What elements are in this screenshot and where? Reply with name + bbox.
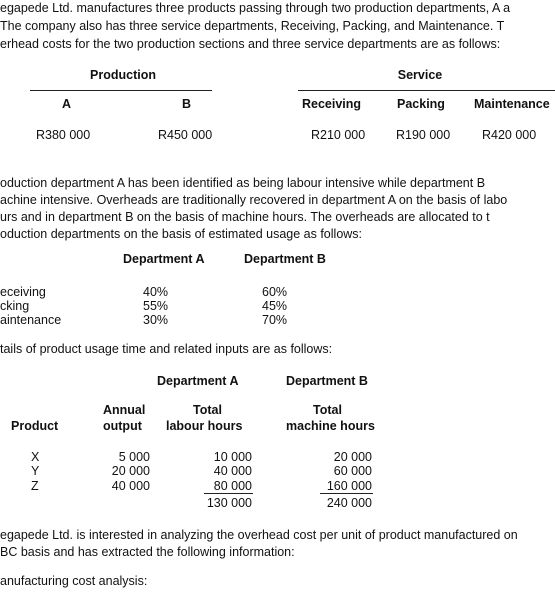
alloc-row-b: 70%: [262, 313, 288, 327]
cost-value-packing: R190 000: [396, 128, 451, 142]
usage-header-total-machine: Total: [313, 403, 342, 417]
usage-header-annual: Annual: [103, 403, 146, 417]
para5: anufacturing cost analysis:: [0, 574, 148, 588]
usage-header-product: Product: [11, 419, 59, 433]
alloc-row-a: 55%: [143, 299, 169, 313]
production-header: Production: [90, 68, 156, 82]
para4-line-2: BC basis and has extracted the following information:: [0, 545, 295, 559]
cost-col-receiving: Receiving: [302, 97, 362, 111]
alloc-row-a: 40%: [143, 285, 169, 299]
cost-col-maintenance: Maintenance: [474, 97, 550, 111]
cost-col-a: A: [62, 97, 72, 111]
para2-line-4: oduction departments on the basis of estimated usage as follows:: [0, 227, 363, 241]
alloc-row-a: 30%: [143, 313, 169, 327]
usage-row-machine: 160 000: [326, 479, 372, 493]
alloc-row-label: cking: [0, 299, 30, 313]
usage-header-output: output: [103, 419, 142, 433]
usage-row-output: 40 000: [111, 479, 150, 493]
cost-col-packing: Packing: [397, 97, 445, 111]
para3: tails of product usage time and related inputs are as follows:: [0, 342, 333, 356]
usage-header-dept-a: Department A: [157, 374, 239, 388]
alloc-row-b: 45%: [262, 299, 288, 313]
service-header-rule: [298, 90, 555, 91]
usage-row-labour: 80 000: [213, 479, 252, 493]
cost-value-maintenance: R420 000: [482, 128, 537, 142]
para2-line-2: achine intensive. Overheads are traditionally recovered in department A on the basis of labo: [0, 193, 508, 207]
alloc-header-dept-a: Department A: [123, 252, 205, 266]
production-header-rule: [30, 90, 212, 91]
usage-row-labour: 10 000: [213, 450, 252, 464]
alloc-row-label: eceiving: [0, 285, 46, 299]
usage-row-product: Z: [31, 479, 39, 493]
usage-header-machine-hours: machine hours: [286, 419, 375, 433]
usage-row-labour: 40 000: [213, 464, 252, 478]
usage-row-output: 5 000: [118, 450, 150, 464]
usage-row-output: 20 000: [111, 464, 150, 478]
intro-line-3: erhead costs for the two production sections and three service departments are as follows:: [0, 37, 501, 51]
cost-col-b: B: [182, 97, 192, 111]
usage-row-machine: 60 000: [333, 464, 372, 478]
service-header: Service: [397, 68, 443, 82]
alloc-row-label: aintenance: [0, 313, 62, 327]
machine-subtotal-rule: [320, 493, 373, 494]
para2-line-3: urs and in department B on the basis of machine hours. The overheads are allocated to t: [0, 210, 490, 224]
usage-total-labour: 130 000: [206, 496, 252, 510]
cost-value-receiving: R210 000: [311, 128, 366, 142]
labour-subtotal-rule: [204, 493, 253, 494]
usage-header-total-labour: Total: [193, 403, 222, 417]
usage-header-dept-b: Department B: [286, 374, 368, 388]
usage-total-machine: 240 000: [326, 496, 372, 510]
alloc-row-b: 60%: [262, 285, 288, 299]
usage-header-labour-hours: labour hours: [166, 419, 243, 433]
usage-row-machine: 20 000: [333, 450, 372, 464]
intro-line-2: The company also has three service departments, Receiving, Packing, and Maintenance. T: [0, 19, 505, 33]
cost-value-b: R450 000: [158, 128, 213, 142]
usage-row-product: Y: [31, 464, 40, 478]
para4-line-1: egapede Ltd. is interested in analyzing the overhead cost per unit of product manufactured on: [0, 528, 518, 542]
usage-row-product: X: [31, 450, 40, 464]
alloc-header-dept-b: Department B: [244, 252, 326, 266]
cost-value-a: R380 000: [36, 128, 91, 142]
intro-line-1: egapede Ltd. manufactures three products passing through two production departments, A a: [0, 1, 511, 15]
para2-line-1: oduction department A has been identified as being labour intensive while department B: [0, 176, 486, 190]
